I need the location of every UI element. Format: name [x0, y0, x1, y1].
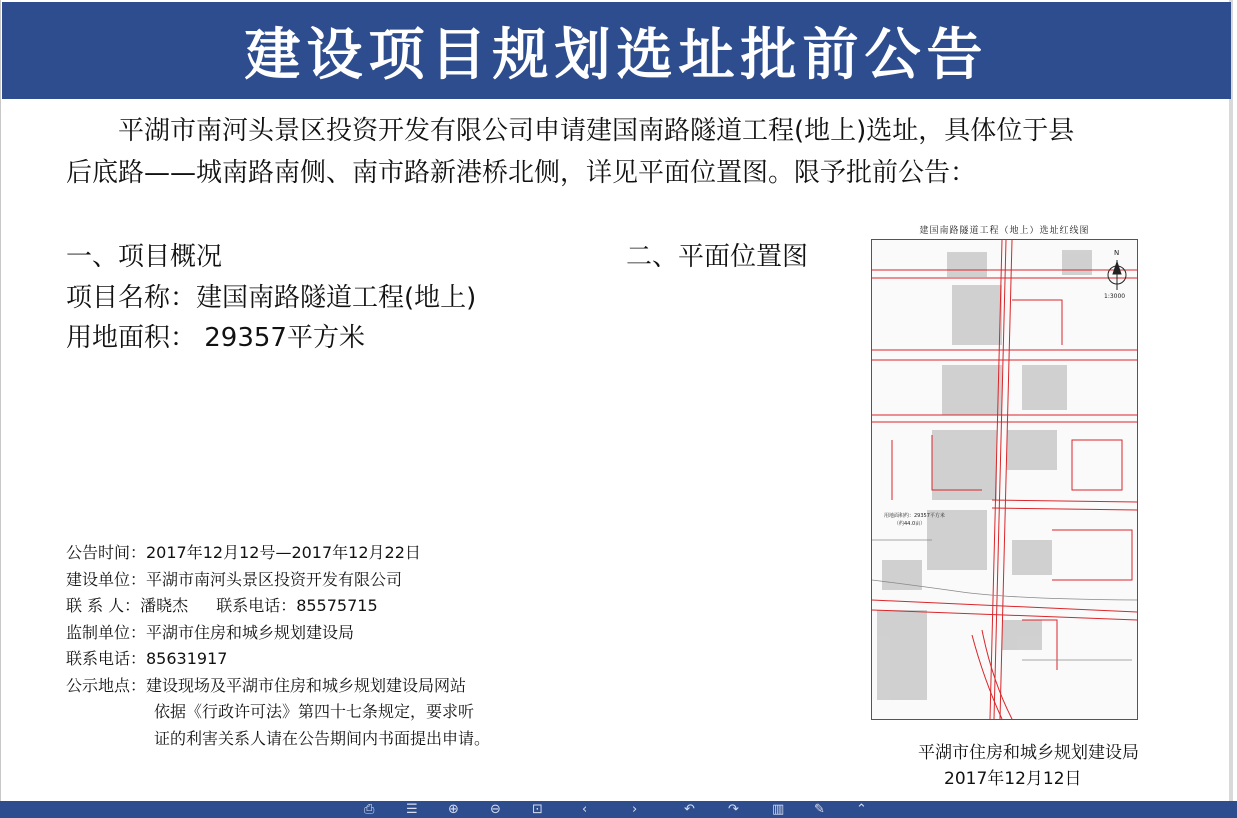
section-overview-title: 一、项目概况 — [66, 242, 223, 272]
undo-icon[interactable]: ↶ — [684, 802, 695, 817]
info-supervisor-text: 监制单位：平湖市住房和城乡规划建设局 — [66, 622, 355, 642]
section-location-map-title: 二、平面位置图 — [626, 242, 809, 272]
map-area-annotation-mu: （约44.0亩） — [894, 521, 926, 527]
intro-paragraph — [66, 110, 1176, 194]
intro-line-1: 平湖市南河头景区投资开发有限公司申请建国南路隧道工程(地上)选址，具体位于县 — [118, 116, 1075, 146]
map-drawing — [872, 240, 1137, 719]
page-icon[interactable]: ☰ — [406, 802, 418, 817]
info-phone-text: 联系电话：85631917 — [66, 649, 228, 668]
header-banner — [2, 2, 1231, 99]
save-icon[interactable]: ⎙ — [364, 802, 375, 817]
prev-icon[interactable]: ‹ — [582, 802, 588, 817]
info-law-2-text: 证的利害关系人请在公告期间内书面提出申请。 — [154, 728, 491, 748]
next-icon[interactable]: › — [632, 802, 638, 817]
page-title: 建设项目规划选址批前公告 — [244, 22, 989, 88]
location-map — [871, 239, 1138, 720]
info-contact — [66, 593, 490, 620]
info-location-text: 公示地点：建设现场及平湖市住房和城乡规划建设局网站 — [66, 675, 467, 695]
north-label: N — [1114, 249, 1120, 257]
fit-icon[interactable]: ⊡ — [532, 802, 543, 817]
scale-label: 1:3000 — [1104, 293, 1126, 300]
edit-icon[interactable]: ✎ — [814, 802, 825, 817]
up-icon[interactable]: ⌃ — [856, 802, 867, 817]
info-supervisor — [66, 620, 490, 647]
zoom-in-icon[interactable]: ⊕ — [448, 802, 459, 817]
viewer-toolbar — [0, 801, 1237, 818]
map-buildings — [877, 250, 1092, 700]
info-builder-text: 建设单位：平湖市南河头景区投资开发有限公司 — [66, 569, 403, 589]
info-law-2 — [66, 726, 490, 753]
info-time — [66, 540, 490, 567]
signature-org: 平湖市住房和城乡规划建设局 — [918, 743, 1139, 763]
map-title: 建国南路隧道工程（地上）选址红线图 — [919, 226, 1090, 236]
notice-info — [66, 540, 490, 752]
delete-icon[interactable]: ▥ — [772, 802, 785, 817]
signature-date: 2017年12月12日 — [944, 769, 1082, 789]
land-area: 用地面积： 29357平方米 — [66, 323, 365, 353]
info-law-1-text: 依据《行政许可法》第四十七条规定，要求听 — [154, 702, 475, 721]
zoom-out-icon[interactable]: ⊖ — [490, 802, 501, 817]
info-contact-text: 联 系 人：潘晓杰 — [66, 596, 189, 615]
info-contact-phone: 联系电话：85575715 — [216, 596, 378, 615]
project-name: 项目名称：建国南路隧道工程(地上) — [66, 283, 477, 313]
intro-line-2: 后底路——城南路南侧、南市路新港桥北侧，详见平面位置图。限予批前公告： — [66, 158, 977, 188]
north-arrow-icon — [1108, 260, 1126, 290]
info-law-1 — [66, 699, 490, 726]
info-phone — [66, 646, 490, 673]
redo-icon[interactable]: ↷ — [728, 802, 739, 817]
info-time-text: 公告时间：2017年12月12号—2017年12月22日 — [66, 543, 421, 562]
info-builder — [66, 567, 490, 594]
info-location — [66, 673, 490, 700]
map-area-annotation: 用地面积约：29357平方米 — [884, 513, 945, 519]
